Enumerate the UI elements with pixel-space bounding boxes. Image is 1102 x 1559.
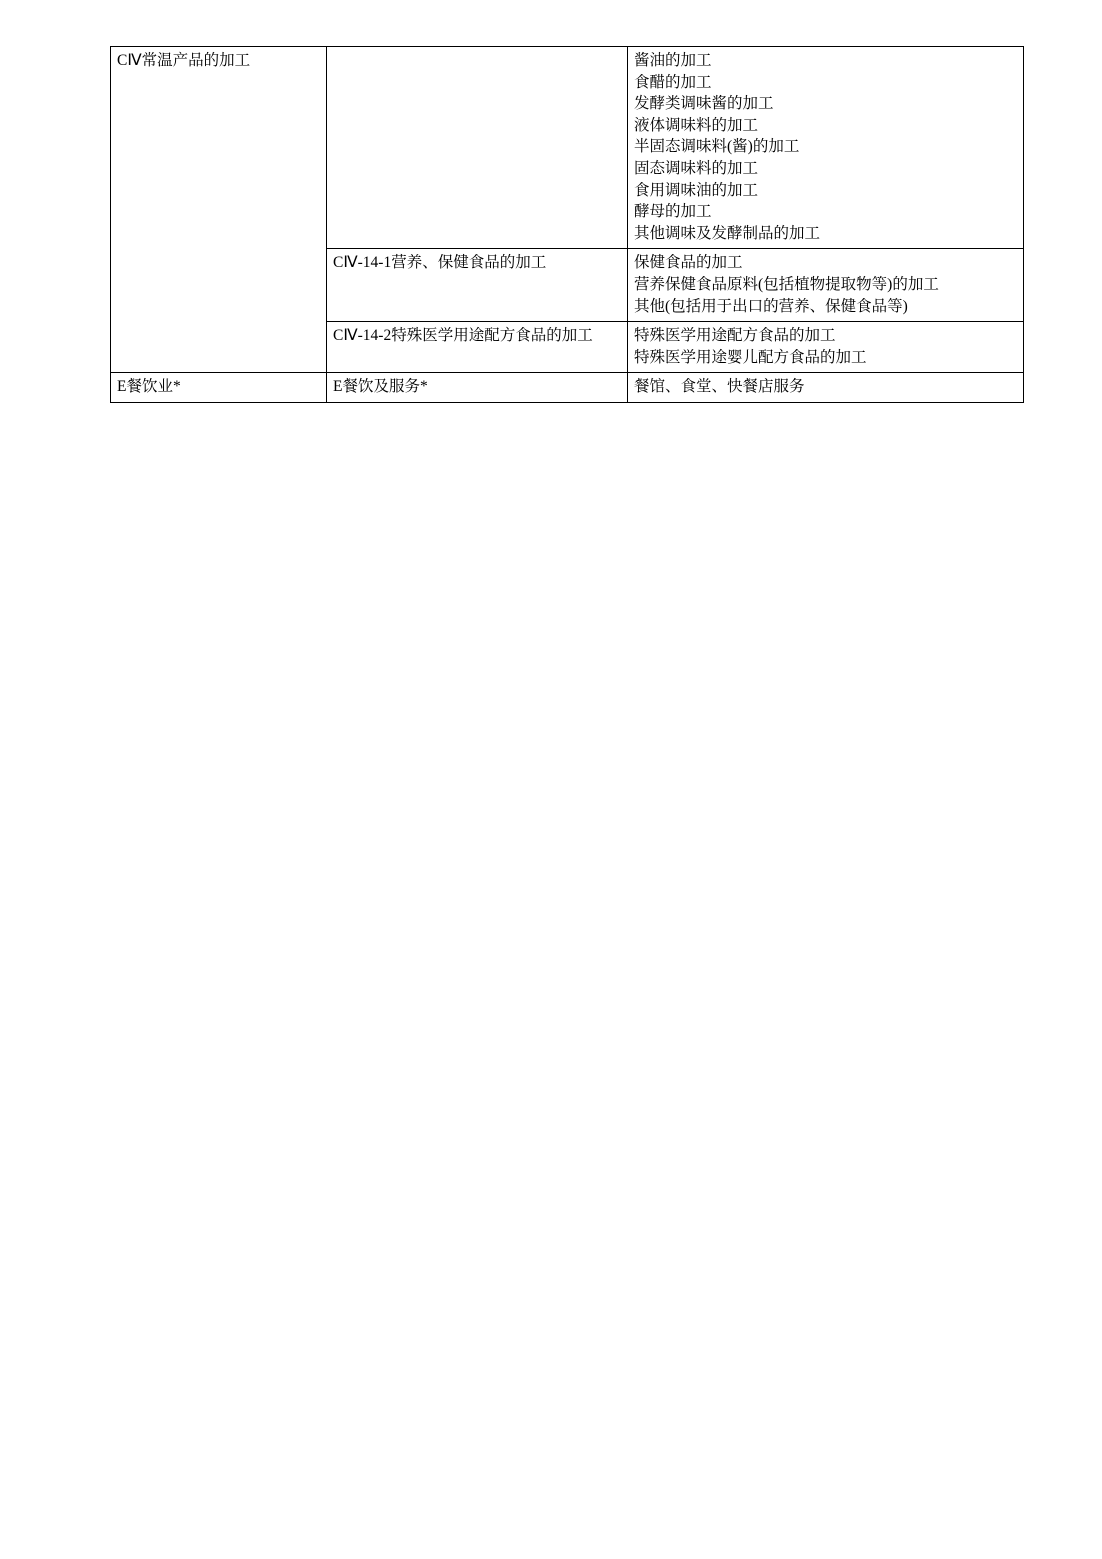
detail-line: 食用调味油的加工 — [634, 181, 759, 199]
detail-line: 食醋的加工 — [634, 73, 712, 91]
category-cell-civ: CⅣ常温产品的加工 — [111, 47, 327, 373]
classification-table — [110, 46, 1024, 403]
table-row — [111, 47, 1024, 249]
detail-line: 酱油的加工 — [634, 52, 712, 69]
detail-line: 液体调味料的加工 — [634, 116, 759, 134]
detail-cell-civ-14-1 — [628, 249, 1024, 322]
subcategory-cell-empty — [327, 47, 628, 249]
detail-line: 营养保健食品原料(包括植物提取物等)的加工 — [634, 275, 939, 293]
detail-line: 特殊医学用途配方食品的加工 — [634, 327, 836, 345]
detail-line: 保健食品的加工 — [634, 254, 743, 272]
detail-line: 其他(包括用于出口的营养、保健食品等) — [634, 297, 908, 315]
detail-line: 发酵类调味酱的加工 — [634, 95, 774, 113]
category-cell-e: E餐饮业* — [111, 373, 327, 403]
detail-line: 半固态调味料(酱)的加工 — [634, 138, 800, 156]
subcategory-cell-civ-14-1: CⅣ-14-1营养、保健食品的加工 — [327, 249, 628, 322]
detail-line: 特殊医学用途婴儿配方食品的加工 — [634, 348, 867, 366]
subcategory-cell-e: E餐饮及服务* — [327, 373, 628, 403]
detail-line: 酵母的加工 — [634, 203, 712, 221]
detail-cell-civ — [628, 47, 1024, 249]
detail-cell-civ-14-2 — [628, 322, 1024, 373]
detail-line: 其他调味及发酵制品的加工 — [634, 224, 821, 242]
detail-cell-e — [628, 373, 1024, 403]
detail-line: 餐馆、食堂、快餐店服务 — [634, 378, 805, 396]
table-row — [111, 373, 1024, 403]
detail-line: 固态调味料的加工 — [634, 159, 759, 177]
subcategory-cell-civ-14-2: CⅣ-14-2特殊医学用途配方食品的加工 — [327, 322, 628, 373]
